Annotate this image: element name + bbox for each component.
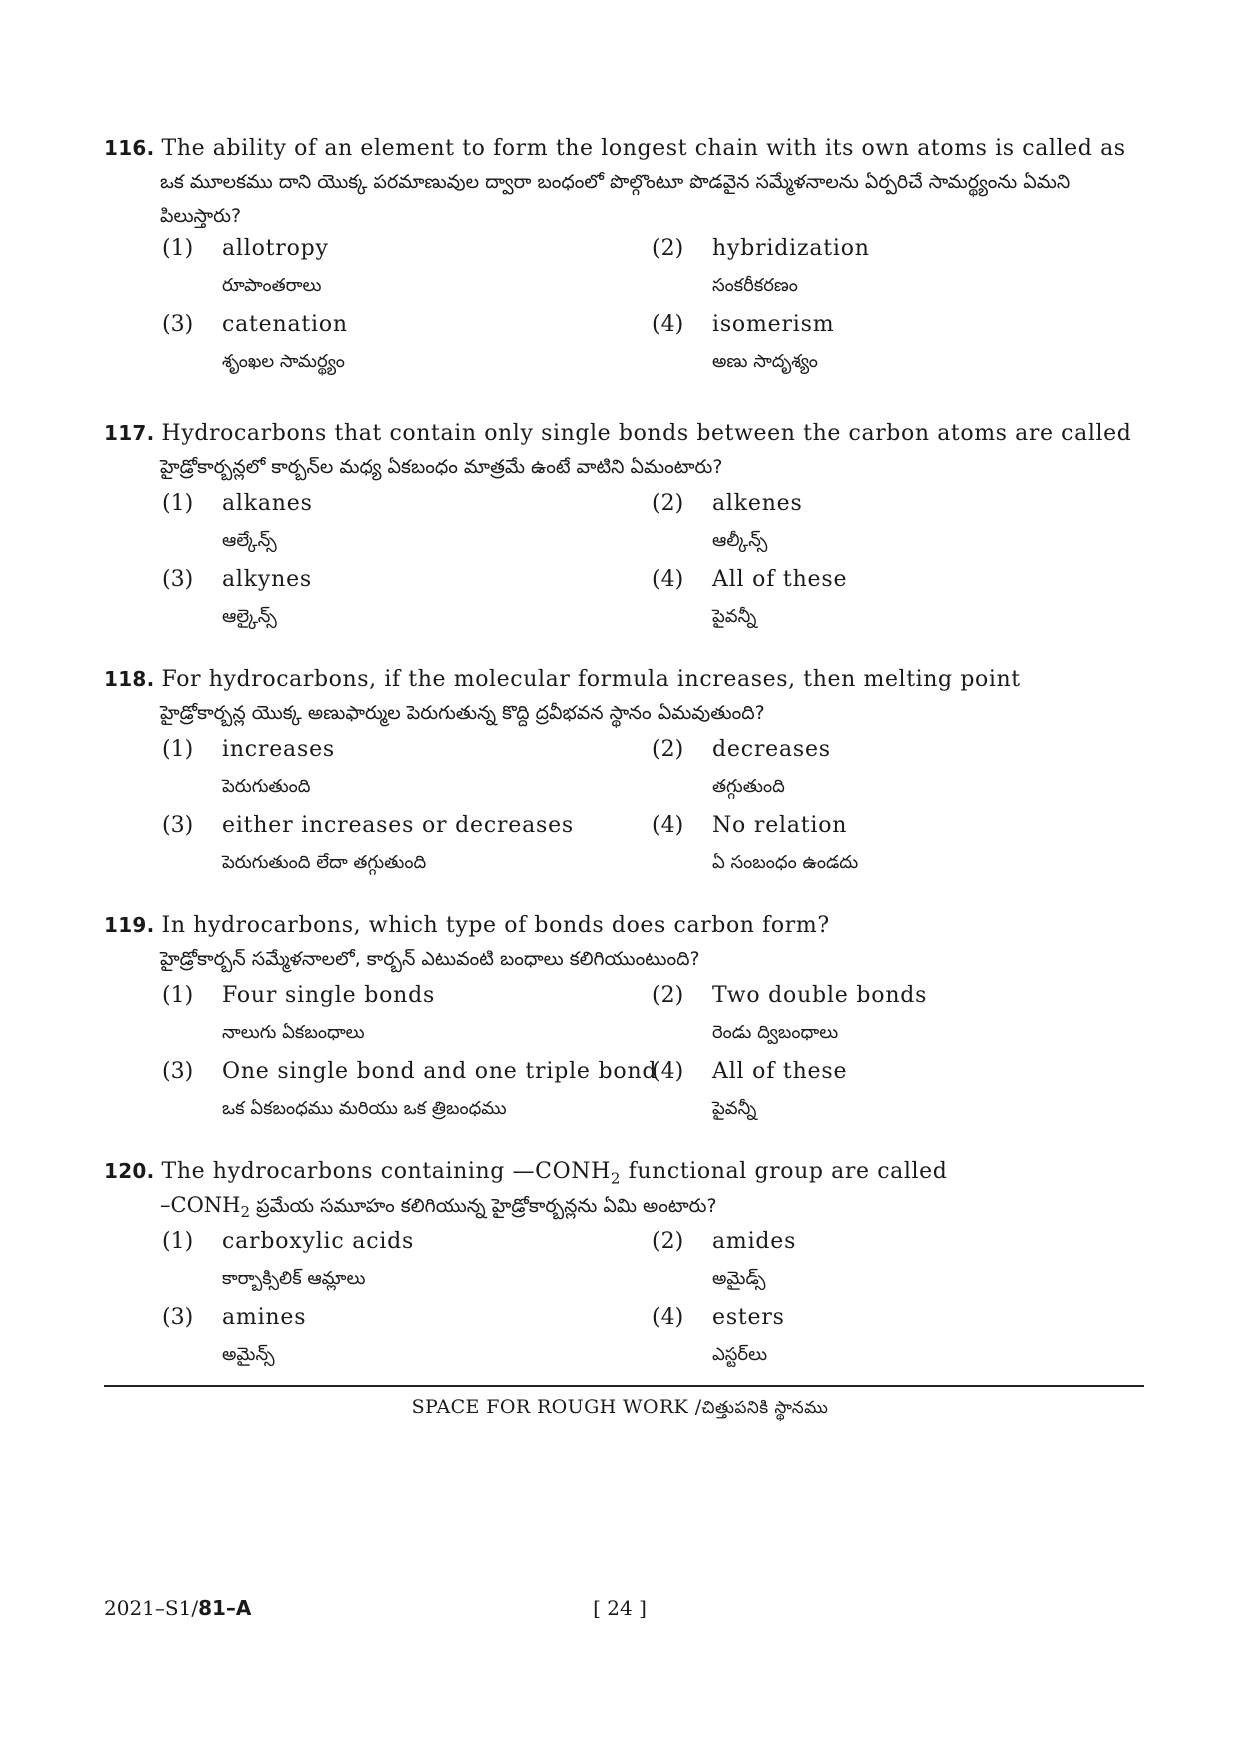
- question-number: 120.: [104, 1159, 155, 1183]
- option-text-te: ఏ సంబంధం ఉండదు: [712, 852, 859, 873]
- option-text-te: ఆల్కేన్స్: [222, 530, 277, 551]
- option-text-te: పెరుగుతుంది లేదా తగ్గుతుంది: [222, 852, 427, 873]
- option-number: (3): [162, 567, 194, 592]
- option-text-en: catenation: [222, 312, 348, 337]
- question-text-en: For hydrocarbons, if the molecular formula increases, then melting point: [161, 667, 1021, 692]
- section-divider: [104, 1385, 1144, 1387]
- option-text-te: శృంఖల సామర్థ్యం: [222, 351, 345, 372]
- option-number: (4): [652, 567, 684, 592]
- option-text-en: amines: [222, 1305, 307, 1330]
- option-text-te: ఎస్టర్‌లు: [712, 1344, 768, 1365]
- option-text-en: No relation: [712, 813, 848, 838]
- question-text-te: హైడ్రోకార్బన్ సమ్మేళనాలలో, కార్బన్ ఎటువంటి బంధాలు కలిగియుంటుంది?: [160, 948, 700, 970]
- option-text-en: decreases: [712, 737, 831, 762]
- option-text-en: increases: [222, 737, 335, 762]
- option-text-te: కార్బాక్సిలిక్ ఆమ్లాలు: [222, 1268, 366, 1289]
- rough-work-label: SPACE FOR ROUGH WORK /చిత్తుపనికి స్థానము: [411, 1396, 829, 1418]
- option-text-en: Four single bonds: [222, 983, 436, 1008]
- options: [104, 486, 1144, 638]
- option-number: (3): [162, 1059, 194, 1084]
- option-text-en: All of these: [712, 1059, 848, 1084]
- option-number: (2): [652, 236, 684, 261]
- option-text-en: esters: [712, 1305, 785, 1330]
- option-text-te: అణు సాదృశ్యం: [712, 351, 818, 372]
- option-number: (2): [652, 1229, 684, 1254]
- options: [104, 978, 1144, 1130]
- option-text-te: అమైన్స్: [222, 1344, 275, 1365]
- question-118: [104, 664, 1144, 884]
- option-text-te: రెండు ద్విబంధాలు: [712, 1022, 839, 1043]
- option-text-en: Two double bonds: [712, 983, 928, 1008]
- option-text-te: ఆల్కైన్స్: [222, 606, 277, 627]
- question-text-te-cont: పిలుస్తారు?: [160, 205, 242, 227]
- question-text-en: The ability of an element to form the longest chain with its own atoms is called as: [161, 136, 1126, 161]
- question-120: [104, 1156, 1144, 1376]
- option-text-te: పెరుగుతుంది: [222, 776, 311, 797]
- question-number: 117.: [104, 421, 155, 445]
- option-text-te: రూపాంతరాలు: [222, 275, 322, 296]
- question-117: [104, 418, 1144, 638]
- paper-code: 2021–S1/81–A: [104, 1596, 252, 1620]
- option-number: (3): [162, 813, 194, 838]
- option-number: (1): [162, 491, 194, 516]
- option-text-en: alkanes: [222, 491, 313, 516]
- question-text-en: In hydrocarbons, which type of bonds does carbon form?: [161, 913, 830, 938]
- question-text-te: హైడ్రోకార్బన్ల యొక్క అణుఫార్ముల పెరుగుతున్న కొద్ది ద్రవీభవన స్థానం ఏమవుతుంది?: [160, 702, 765, 724]
- option-text-te: ఆల్కీన్స్: [712, 530, 768, 551]
- question-text-te: హైడ్రోకార్బన్లలో కార్బన్‌ల మధ్య ఏకబంధం మాత్రమే ఉంటే వాటిని ఏమంటారు?: [160, 456, 723, 478]
- option-text-en: alkenes: [712, 491, 803, 516]
- option-number: (1): [162, 236, 194, 261]
- option-text-te: ఒక ఏకబంధము మరియు ఒక త్రిబంధము: [222, 1098, 507, 1119]
- option-number: (2): [652, 983, 684, 1008]
- option-text-te: నాలుగు ఏకబంధాలు: [222, 1022, 365, 1043]
- option-text-en: allotropy: [222, 236, 329, 261]
- question-text-en: Hydrocarbons that contain only single bonds between the carbon atoms are called: [161, 421, 1132, 446]
- option-text-te: సంకరీకరణం: [712, 275, 798, 296]
- question-119: [104, 910, 1144, 1130]
- option-number: (1): [162, 1229, 194, 1254]
- options: [104, 732, 1144, 884]
- option-text-en: isomerism: [712, 312, 835, 337]
- option-number: (4): [652, 1305, 684, 1330]
- option-text-en: either increases or decreases: [222, 813, 574, 838]
- question-text-en: The hydrocarbons containing $—CONH_2$ functional group are called: [161, 1159, 948, 1188]
- option-number: (4): [652, 813, 684, 838]
- question-number: 116.: [104, 136, 155, 160]
- option-number: (1): [162, 983, 194, 1008]
- option-text-te: తగ్గుతుంది: [712, 776, 785, 797]
- option-number: (1): [162, 737, 194, 762]
- question-116: [104, 133, 1144, 383]
- page-number: [ 24 ]: [593, 1596, 647, 1620]
- option-text-en: amides: [712, 1229, 797, 1254]
- options: [104, 231, 1144, 383]
- question-text-te: $-CONH_2$ ప్రమేయ సమూహం కలిగియున్న హైడ్రోకార్బన్లను ఏమి అంటారు?: [160, 1193, 717, 1221]
- option-text-en: alkynes: [222, 567, 312, 592]
- question-text-te: ఒక మూలకము దాని యొక్క పరమాణువుల ద్వారా బంధంలో పొల్గొంటూ పొడవైన సమ్మేళనాలను ఏర్పరిచే సామర్థ్యంను ఏమని: [160, 171, 1071, 193]
- option-number: (2): [652, 737, 684, 762]
- option-number: (3): [162, 312, 194, 337]
- option-text-en: One single bond and one triple bond: [222, 1059, 658, 1084]
- option-text-en: carboxylic acids: [222, 1229, 415, 1254]
- question-number: 119.: [104, 913, 155, 937]
- option-text-en: hybridization: [712, 236, 870, 261]
- option-text-te: అమైడ్స్: [712, 1268, 766, 1289]
- options: [104, 1224, 1144, 1376]
- option-number: (4): [652, 312, 684, 337]
- option-text-te: పైవన్నీ: [712, 606, 757, 627]
- question-number: 118.: [104, 667, 155, 691]
- option-number: (2): [652, 491, 684, 516]
- option-text-te: పైవన్నీ: [712, 1098, 757, 1119]
- option-number: (3): [162, 1305, 194, 1330]
- option-number: (4): [652, 1059, 684, 1084]
- option-text-en: All of these: [712, 567, 848, 592]
